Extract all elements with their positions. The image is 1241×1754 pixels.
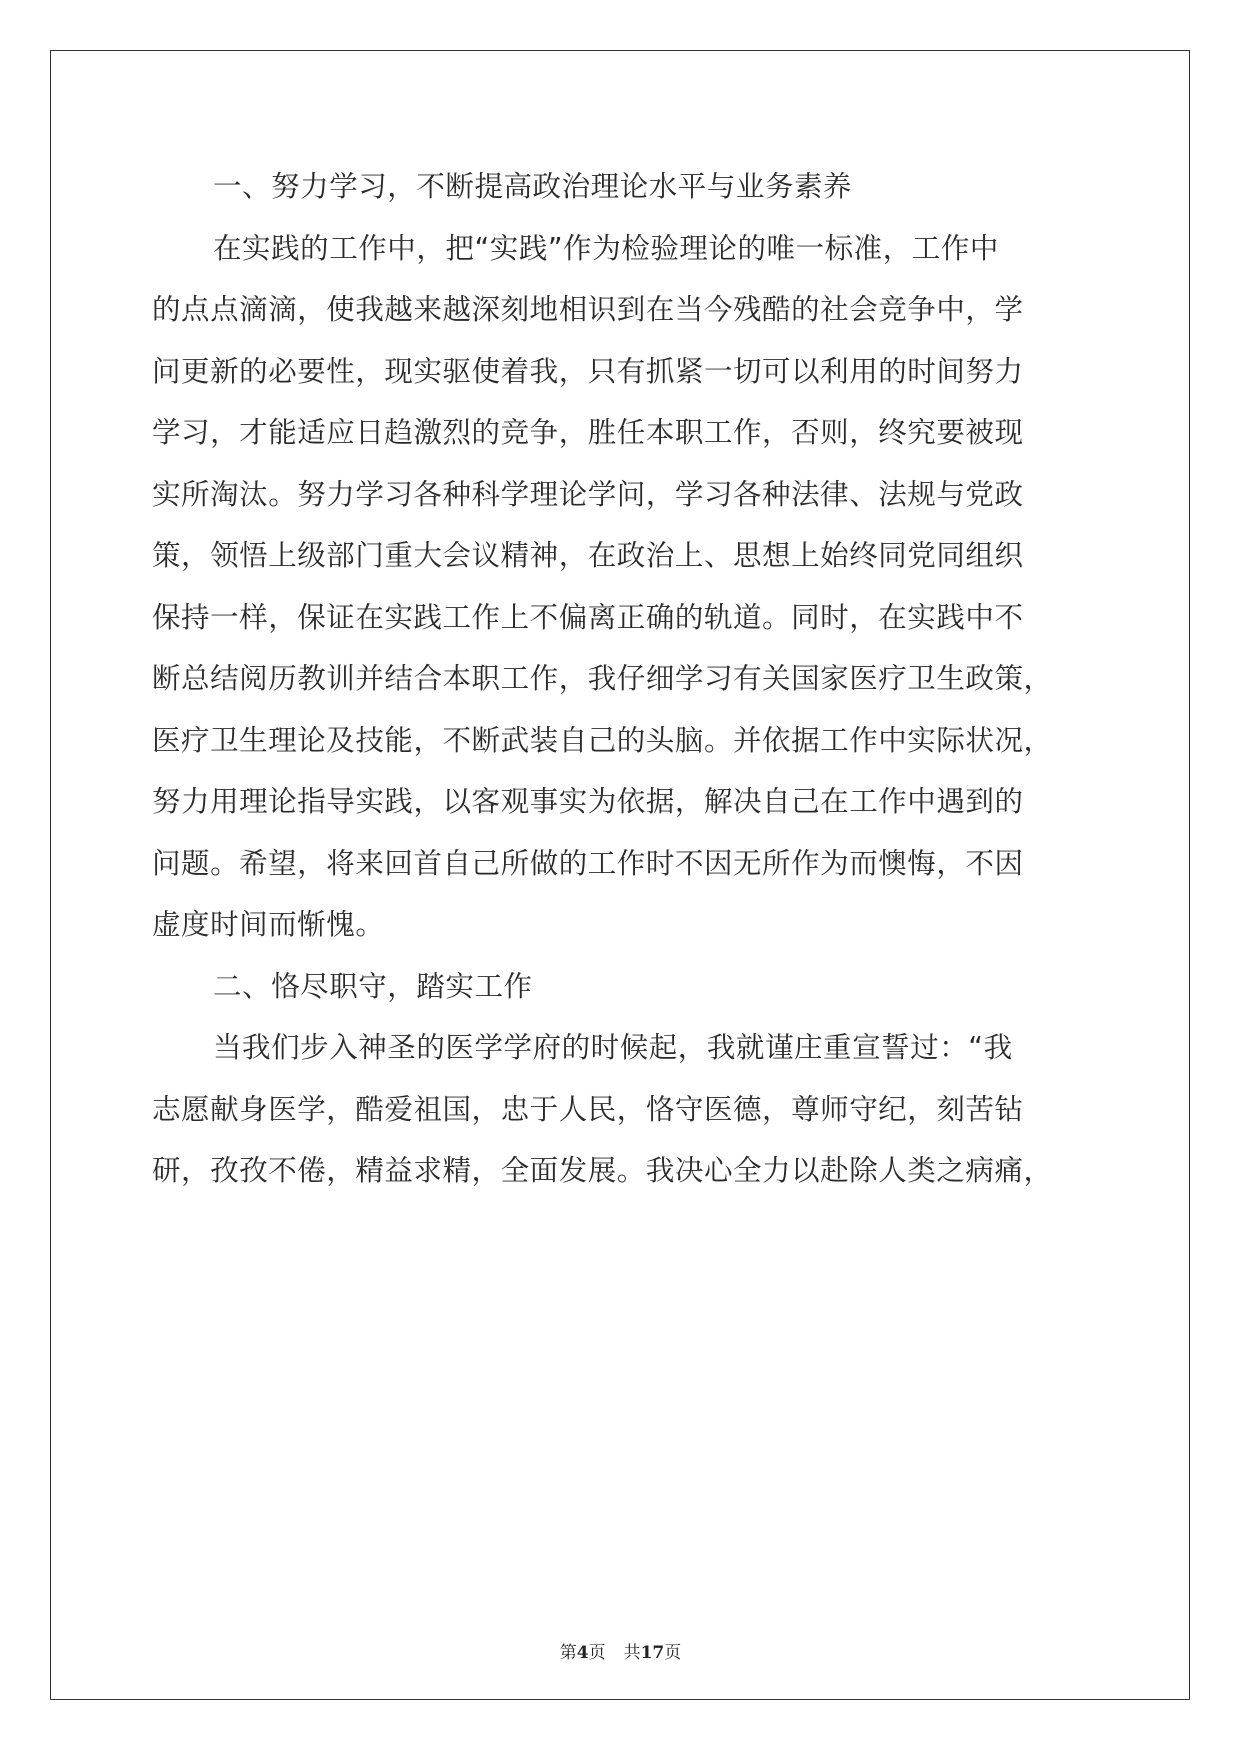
paragraph-line: 的点点滴滴，使我越来越深刻地相识到在当今残酷的社会竞争中，学: [152, 293, 1024, 326]
paragraph-line: 保持一样，保证在实践工作上不偏离正确的轨道。同时，在实践中不: [152, 600, 1024, 634]
paragraph-line: 研，孜孜不倦，精益求精，全面发展。我决心全力以赴除人类之病痛，: [152, 1154, 1053, 1187]
section-heading-1: 一、努力学习，不断提高政治理论水平与业务素养: [213, 170, 853, 203]
total-pages: 17: [640, 1643, 665, 1663]
paragraph-line: 努力用理论指导实践，以客观事实为依据，解决自己在工作中遇到的: [152, 785, 1024, 818]
page-number: 4: [576, 1643, 589, 1663]
paragraph-line: 学习，才能适应日趋激烈的竞争，胜任本职工作，否则，终究要被现: [152, 416, 1024, 449]
section-heading-2: 二、恪尽职守，踏实工作: [213, 969, 533, 1003]
paragraph-line: 策，领悟上级部门重大会议精神，在政治上、思想上始终同党同组织: [152, 539, 1024, 572]
total-suffix: 页: [664, 1643, 682, 1663]
paragraph-line: 问题。希望，将来回首自己所做的工作时不因无所作为而懊悔，不因: [152, 846, 1024, 880]
page-prefix: 第: [559, 1643, 577, 1663]
total-prefix: 共: [623, 1643, 641, 1663]
paragraph-line: 医疗卫生理论及技能，不断武装自己的头脑。并依据工作中实际状况，: [152, 723, 1053, 757]
page-footer: [0, 1638, 1241, 1663]
paragraph-line: 断总结阅历教训并结合本职工作，我仔细学习有关国家医疗卫生政策，: [152, 662, 1053, 695]
paragraph-line: 当我们步入神圣的医学学府的时候起，我就谨庄重宣誓过：“我: [213, 1031, 1013, 1064]
paragraph-line: 虚度时间而惭愧。: [152, 908, 385, 941]
document-body: [152, 156, 1088, 1202]
paragraph-line: 实所淘汰。努力学习各种科学理论学问，学习各种法律、法规与党政: [152, 477, 1024, 511]
paragraph-line: 在实践的工作中，把“实践”作为检验理论的唯一标准，工作中: [213, 231, 999, 265]
page-suffix: 页: [588, 1643, 606, 1663]
paragraph-line: 志愿献身医学，酷爱祖国，忠于人民，恪守医德，尊师守纪，刻苦钻: [152, 1092, 1024, 1126]
paragraph-line: 问更新的必要性，现实驱使着我，只有抓紧一切可以利用的时间努力: [152, 354, 1024, 388]
